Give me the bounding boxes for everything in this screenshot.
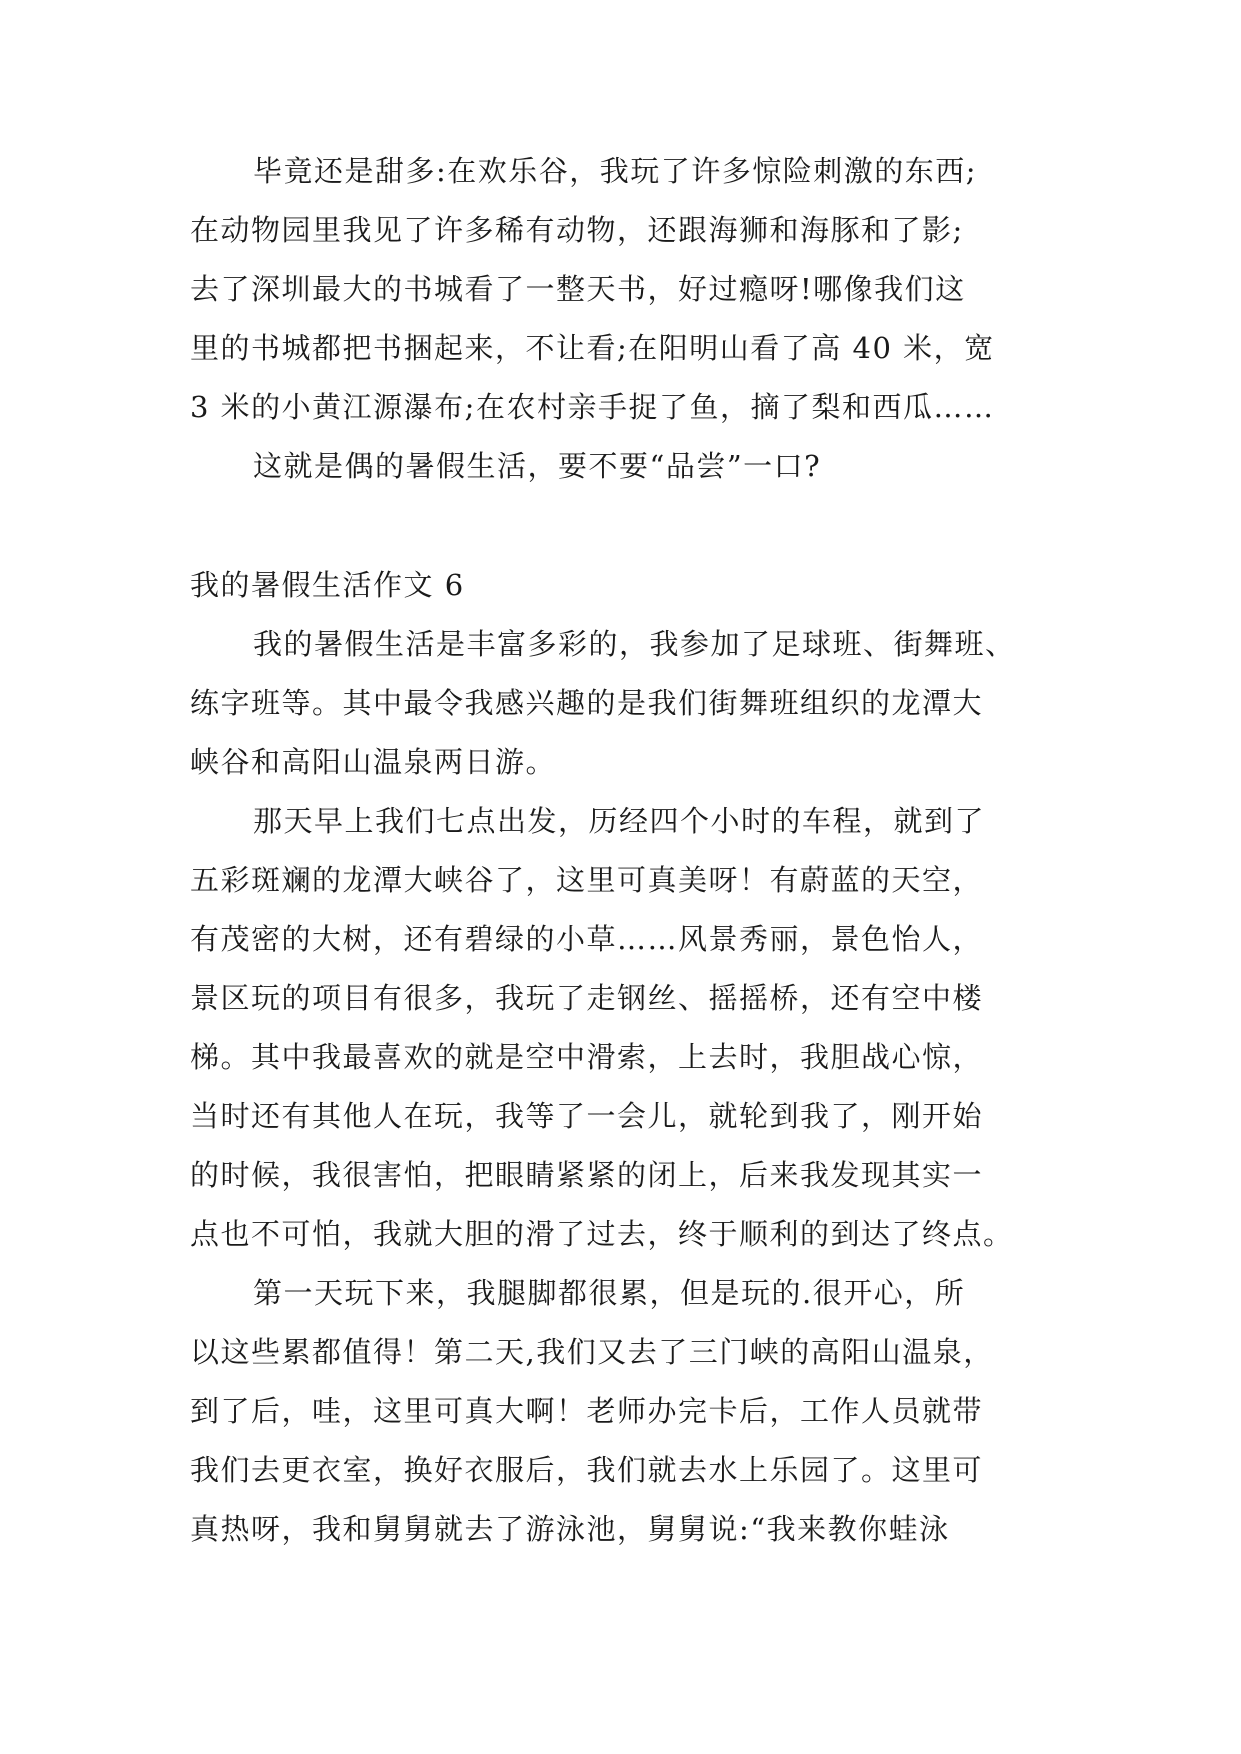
text-line: 练字班等。其中最令我感兴趣的是我们街舞班组织的龙潭大	[190, 686, 984, 720]
text-line: 我们去更衣室，换好衣服后，我们就去水上乐园了。这里可	[190, 1453, 984, 1487]
text-line: 以这些累都值得！第二天,我们又去了三门峡的高阳山温泉，	[190, 1335, 994, 1369]
text-line: 五彩斑斓的龙潭大峡谷了，这里可真美呀！有蔚蓝的天空，	[190, 863, 984, 897]
text-line: 点也不可怕，我就大胆的滑了过去，终于顺利的到达了终点。	[190, 1217, 1014, 1251]
text-line: 在动物园里我见了许多稀有动物，还跟海狮和海豚和了影;	[190, 213, 964, 247]
text-line: 的时候，我很害怕，把眼睛紧紧的闭上，后来我发现其实一	[190, 1158, 984, 1192]
text-line: 梯。其中我最喜欢的就是空中滑索，上去时，我胆战心惊，	[190, 1040, 984, 1074]
text-line: 景区玩的项目有很多，我玩了走钢丝、摇摇桥，还有空中楼	[190, 981, 984, 1015]
text-line: 那天早上我们七点出发，历经四个小时的车程，就到了	[253, 804, 986, 838]
text-line: 3 米的小黄江源瀑布;在农村亲手捉了鱼，摘了梨和西瓜……	[190, 390, 995, 424]
text-line: 里的书城都把书捆起来，不让看;在阳明山看了高 40 米，宽	[190, 331, 995, 365]
text-line: 我的暑假生活是丰富多彩的，我参加了足球班、街舞班、	[253, 627, 1016, 661]
text-line: 去了深圳最大的书城看了一整天书，好过瘾呀!哪像我们这	[190, 272, 966, 306]
text-line: 到了后，哇，这里可真大啊！老师办完卡后，工作人员就带	[190, 1394, 984, 1428]
text-line: 当时还有其他人在玩，我等了一会儿，就轮到我了，刚开始	[190, 1099, 984, 1133]
text-line: 第一天玩下来，我腿脚都很累，但是玩的.很开心，所	[253, 1276, 966, 1310]
text-line: 毕竟还是甜多:在欢乐谷，我玩了许多惊险刺激的东西;	[253, 154, 978, 188]
text-line: 有茂密的大树，还有碧绿的小草……风景秀丽，景色怡人，	[190, 922, 984, 956]
text-line: 这就是偶的暑假生活，要不要“品尝”一口?	[253, 449, 822, 483]
text-line: 真热呀，我和舅舅就去了游泳池，舅舅说:“我来教你蛙泳	[190, 1512, 950, 1546]
text-line: 峡谷和高阳山温泉两日游。	[190, 745, 557, 779]
section-title: 我的暑假生活作文 6	[190, 568, 465, 602]
